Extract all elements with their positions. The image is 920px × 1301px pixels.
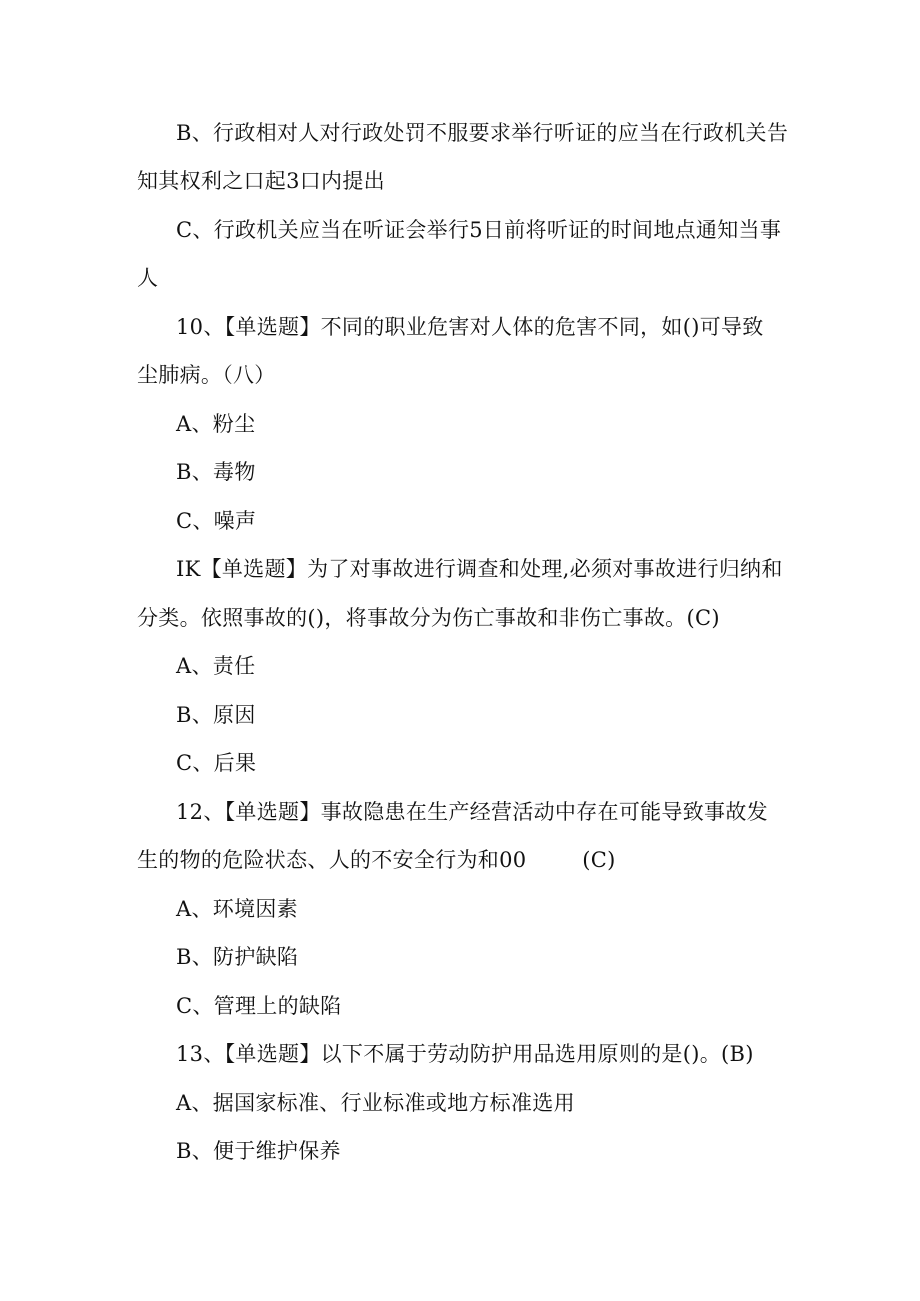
q12-option-c: C、管理上的缺陷 [176, 994, 342, 1018]
question-12-line2: 生的物的危险状态、人的不安全行为和00 (C) [137, 848, 616, 872]
question-11-line1: IK【单选题】为了对事故进行调查和处理,必须对事故进行归纳和 [176, 557, 783, 581]
question-12-line1: 12、【单选题】事故隐患在生产经营活动中存在可能导致事故发 [176, 800, 768, 824]
q12-option-b: B、防护缺陷 [176, 945, 299, 969]
option-b-q9-line1: B、行政相对人对行政处罚不服要求举行听证的应当在行政机关告 [176, 121, 789, 145]
question-10-line2: 尘肺病。（八） [137, 363, 276, 387]
q11-option-b: B、原因 [176, 703, 256, 727]
q13-option-a: A、据国家标准、行业标准或地方标准选用 [176, 1091, 575, 1115]
q13-option-b: B、便于维护保养 [176, 1139, 341, 1163]
q10-option-b: B、毒物 [176, 460, 256, 484]
question-10-line1: 10、【单选题】不同的职业危害对人体的危害不同，如()可导致 [176, 315, 764, 339]
question-11-line2: 分类。依照事故的()，将事故分为伤亡事故和非伤亡事故。(C) [137, 606, 720, 630]
option-b-q9-line2: 知其权利之口起3口内提出 [137, 169, 385, 193]
q10-option-a: A、粉尘 [176, 412, 256, 436]
q12-option-a: A、环境因素 [176, 897, 298, 921]
q11-option-c: C、后果 [176, 751, 257, 775]
option-c-q9-line1: C、行政机关应当在听证会举行5日前将听证的时间地点通知当事 [176, 218, 782, 242]
question-13-line1: 13、【单选题】以下不属于劳动防护用品选用原则的是()。(B) [176, 1042, 754, 1066]
q11-option-a: A、责任 [176, 654, 256, 678]
q10-option-c: C、噪声 [176, 509, 257, 533]
option-c-q9-line2: 人 [137, 266, 159, 290]
